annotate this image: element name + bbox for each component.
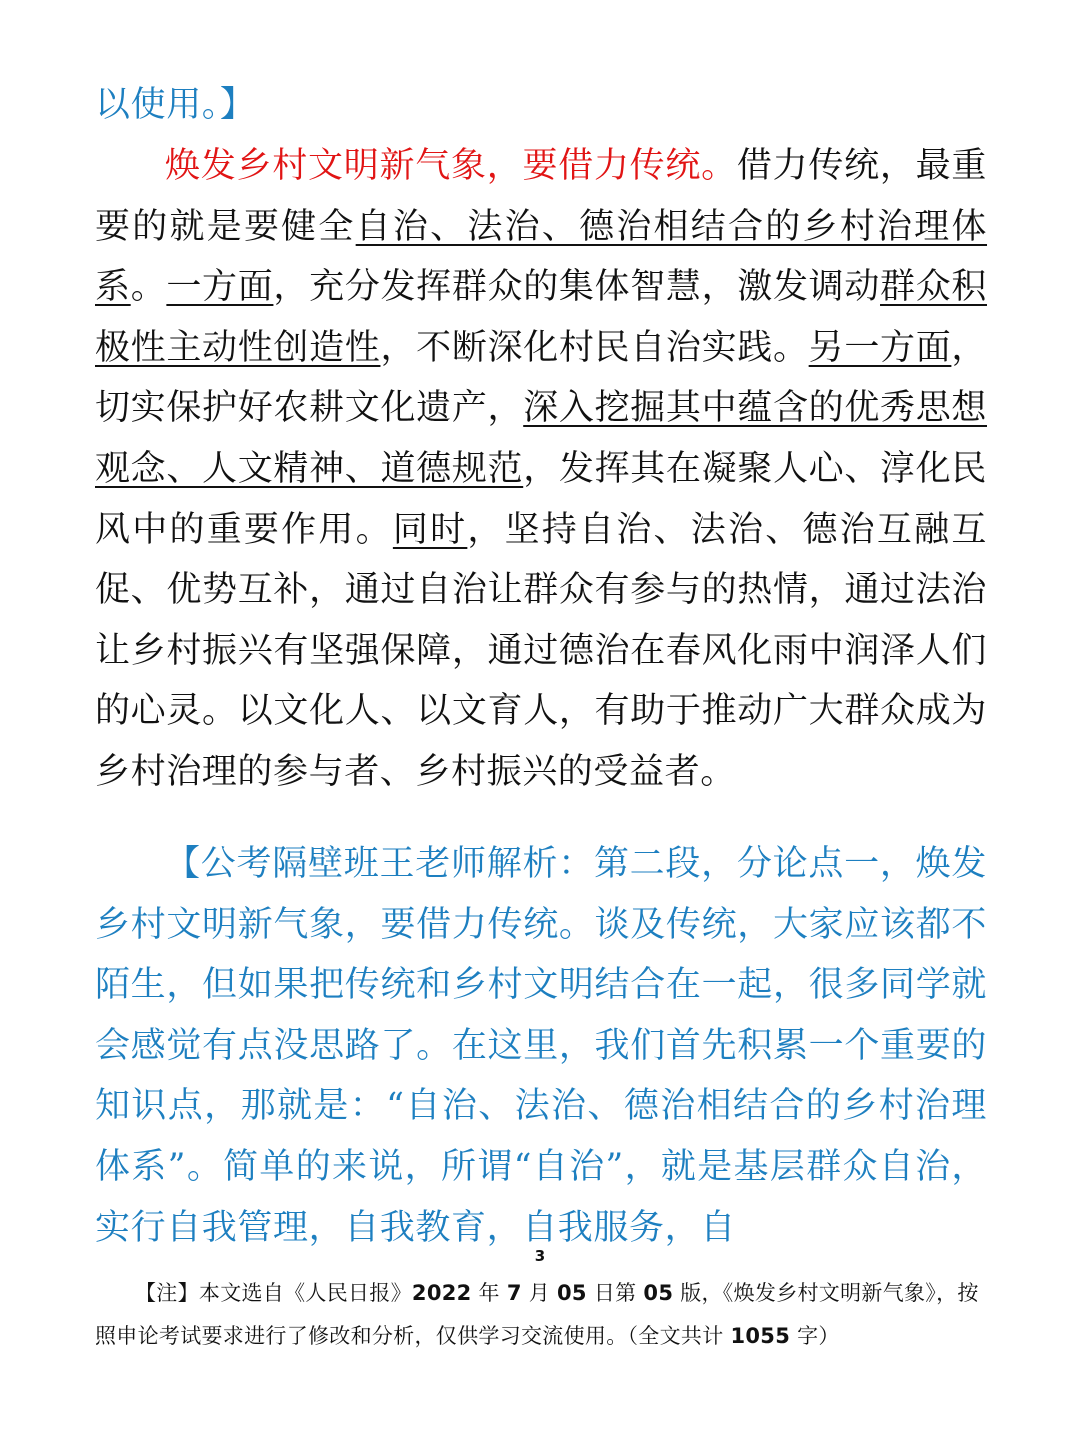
footnote bbox=[95, 1272, 987, 1358]
body-text: ，切实保护好农耕文化遗产， bbox=[95, 327, 987, 429]
note-year: 2022 bbox=[411, 1281, 472, 1305]
note-suffix: 字） bbox=[790, 1324, 840, 1348]
underlined-phrase: 另一方面 bbox=[808, 327, 952, 368]
body-text: 。 bbox=[130, 267, 167, 308]
page-number: 3 bbox=[534, 1247, 546, 1265]
underlined-phrase: 一方面 bbox=[166, 267, 274, 308]
body-text: 借力传统，最重要的就是要健全 bbox=[95, 146, 987, 247]
underlined-phrase: 群众积极性主动性创造性 bbox=[95, 267, 987, 368]
note-prefix: 【注】本文选自《人民日报》 bbox=[135, 1281, 412, 1305]
analysis-text: 【公考隔壁班王老师解析：第二段，分论点一，焕发乡村文明新气象，要借力传统。谈及传统，大家应该都不陌生，但如果把传统和乡村文明结合在一起，很多同学就会感觉有点没思路了。在这里，我们首先积累一个重要的知识点，那就是：“自治、法治、德治相结合的乡村治理体系”。简单的来说，所谓“自治”，就是基层群众自治，实行自我管理，自我教育，自我服务，自 bbox=[95, 844, 987, 1248]
note-edition: 05 bbox=[643, 1281, 674, 1305]
continued-text: 以使用。】 bbox=[95, 85, 256, 125]
underlined-phrase: 自治、法治、德治相结合的乡村治理体系 bbox=[95, 206, 988, 308]
note-day: 05 bbox=[557, 1281, 587, 1305]
note-year-unit: 年 bbox=[471, 1281, 507, 1305]
underlined-phrase: 同时 bbox=[392, 509, 468, 550]
body-text: ，不断深化村民自治实践。 bbox=[380, 327, 809, 368]
body-text: ，发挥其在凝聚人心、淳化民风中的重要作用。 bbox=[95, 448, 987, 550]
analysis-paragraph bbox=[95, 834, 987, 1258]
note-mid: 版，《焕发乡村文明新气象》，按照申论考试要求进行了修改和分析，仅供学习交流使用。（全文共计 bbox=[95, 1281, 979, 1348]
note-month: 7 bbox=[506, 1281, 522, 1305]
paragraph-heading: 焕发乡村文明新气象，要借力传统。 bbox=[165, 146, 737, 186]
underlined-phrase: 深入挖掘其中蕴含的优秀思想观念、人文精神、道德规范 bbox=[95, 388, 987, 489]
note-month-unit: 月 bbox=[521, 1281, 558, 1305]
note-day-unit: 日第 bbox=[586, 1281, 644, 1305]
body-text: ，坚持自治、法治、德治互融互促、优势互补，通过自治让群众有参与的热情，通过法治让乡村振兴有坚强保障，通过德治在春风化雨中润泽人们的心灵。以文化人、以文育人，有助于推动广大群众成为乡村治理的参与者、乡村振兴的受益者。 bbox=[95, 509, 987, 792]
note-count: 1055 bbox=[730, 1324, 791, 1348]
continued-analysis-line bbox=[95, 75, 987, 136]
body-paragraph bbox=[95, 136, 987, 803]
body-text: ，充分发挥群众的集体智慧，激发调动 bbox=[273, 267, 881, 308]
